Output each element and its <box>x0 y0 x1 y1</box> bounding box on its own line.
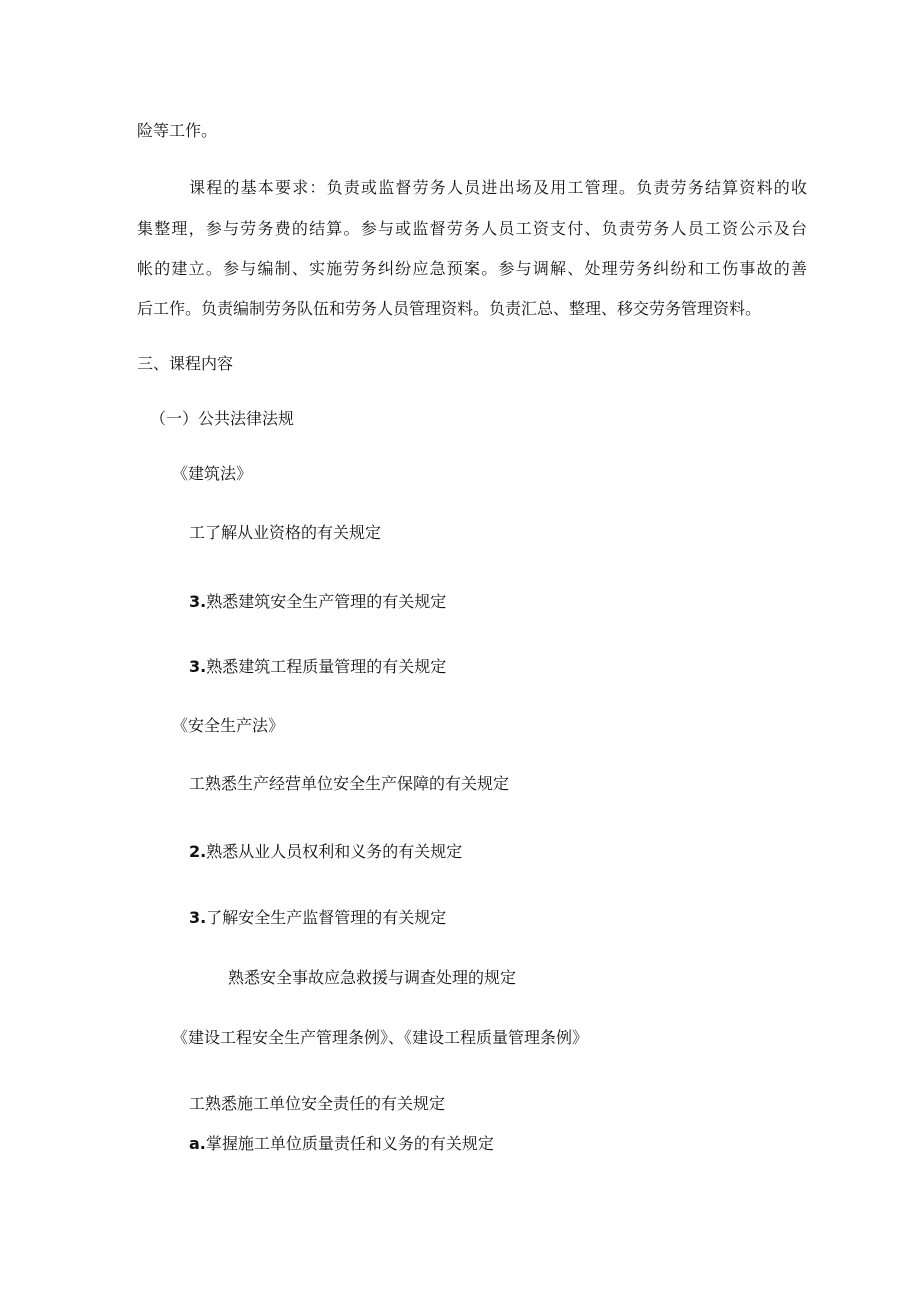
list-item <box>189 657 446 677</box>
list-item-text: 工熟悉施工单位安全责任的有关规定 <box>189 1094 446 1113</box>
paragraph-line: 帐的建立。参与编制、实施劳务纠纷应急预案。参与调解、处理劳务纠纷和工伤事故的善 <box>137 259 807 278</box>
list-item-text: 熟悉安全事故应急救援与调查处理的规定 <box>228 968 517 987</box>
list-item <box>189 523 381 543</box>
list-item-text: 熟悉建筑安全生产管理的有关规定 <box>206 592 447 611</box>
section-heading: 三、课程内容 <box>137 354 234 373</box>
paragraph-line: 集整理，参与劳务费的结算。参与或监督劳务人员工资支付、负责劳务人员工资公示及台 <box>137 219 807 238</box>
list-item <box>189 908 446 928</box>
paragraph-line: 后工作。负责编制劳务队伍和劳务人员管理资料。负责汇总、整理、移交劳务管理资料。 <box>137 299 762 318</box>
list-item-number: 3. <box>189 592 207 611</box>
list-item-number: 3. <box>189 908 207 927</box>
list-item-text: 了解安全生产监督管理的有关规定 <box>206 908 447 927</box>
list-item <box>189 842 462 862</box>
law-title: 《建设工程安全生产管理条例》、《建设工程质量管理条例》 <box>172 1028 589 1047</box>
list-item-text: 工熟悉生产经营单位安全生产保障的有关规定 <box>189 774 510 793</box>
list-item <box>189 592 446 612</box>
list-item-text: 熟悉从业人员权利和义务的有关规定 <box>206 842 463 861</box>
list-item-text: 工了解从业资格的有关规定 <box>189 523 382 542</box>
list-item <box>189 774 509 794</box>
continuation-text: 险等工作。 <box>137 121 218 140</box>
list-item <box>228 968 516 988</box>
list-item-number: 3. <box>189 657 207 676</box>
list-item-number: a. <box>189 1134 206 1153</box>
law-title: 《安全生产法》 <box>172 716 285 735</box>
list-item-text: 掌握施工单位质量责任和义务的有关规定 <box>205 1134 494 1153</box>
list-item-text: 熟悉建筑工程质量管理的有关规定 <box>206 657 447 676</box>
subsection-heading: （一）公共法律法规 <box>150 409 295 428</box>
paragraph-line: 课程的基本要求：负责或监督劳务人员进出场及用工管理。负责劳务结算资料的收 <box>189 178 807 197</box>
list-item <box>189 1094 445 1114</box>
list-item <box>189 1134 494 1154</box>
law-title: 《建筑法》 <box>172 464 253 483</box>
list-item-number: 2. <box>189 842 207 861</box>
